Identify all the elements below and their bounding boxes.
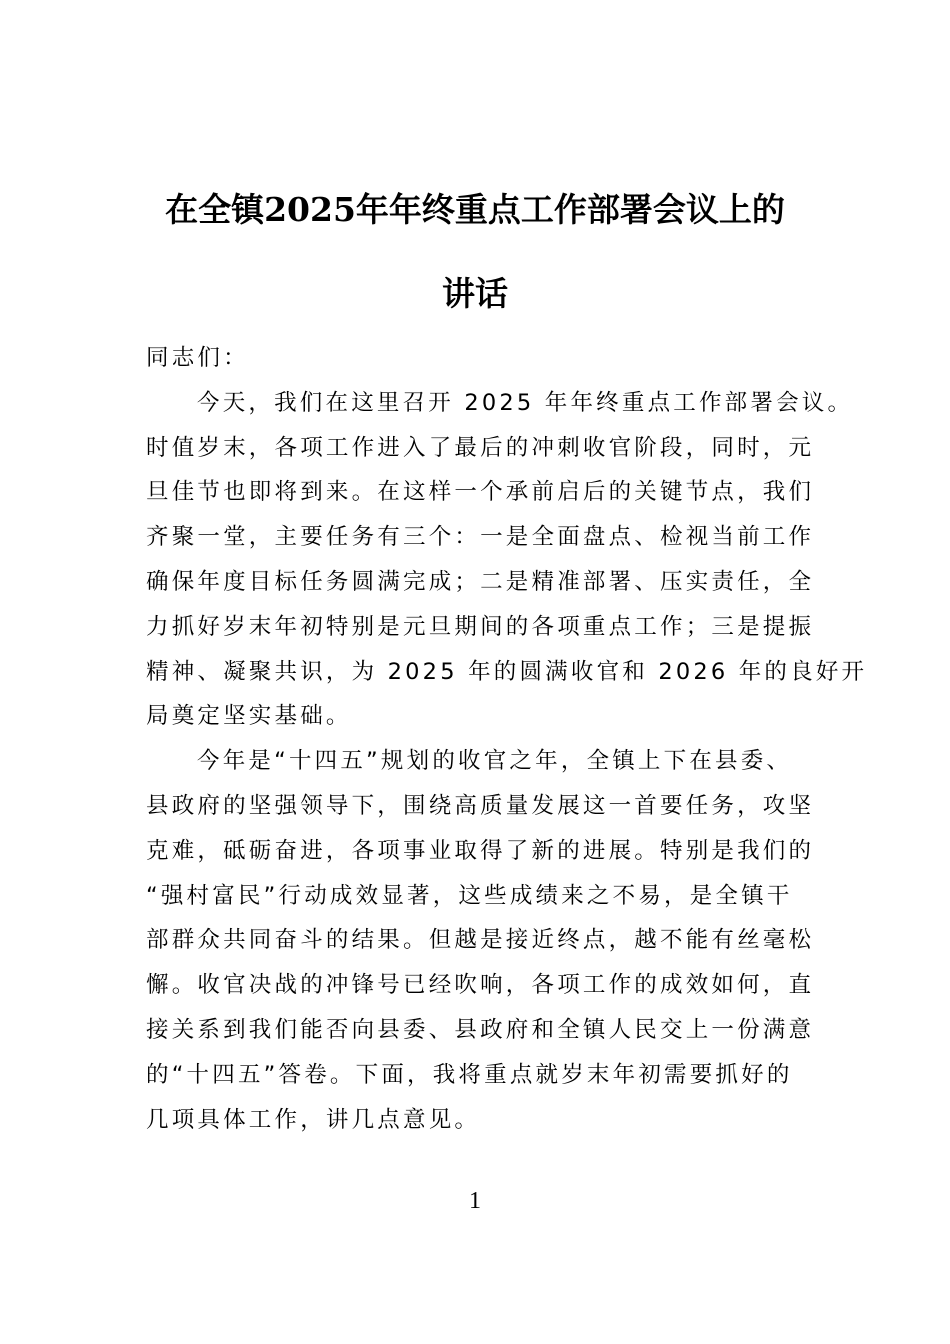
paragraph-line: 齐聚一堂，主要任务有三个：一是全面盘点、检视当前工作	[146, 524, 815, 551]
salutation: 同志们：	[146, 345, 249, 371]
paragraph-1	[146, 381, 868, 739]
paragraph-line: 懈。收官决战的冲锋号已经吹响，各项工作的成效如何，直	[146, 972, 815, 999]
paragraph-line: 的“十四五”答卷。下面，我将重点就岁末年初需要抓好的	[146, 1061, 793, 1088]
paragraph-line: 接关系到我们能否向县委、县政府和全镇人民交上一份满意	[146, 1016, 815, 1043]
paragraph-line: 局奠定坚实基础。	[146, 703, 352, 730]
paragraph-line: 力抓好岁末年初特别是元旦期间的各项重点工作；三是提振	[146, 613, 815, 640]
paragraph-line: 部群众共同奋斗的结果。但越是接近终点，越不能有丝毫松	[146, 927, 815, 954]
document-title	[120, 168, 830, 336]
paragraph-2	[146, 739, 836, 1142]
paragraph-line: 旦佳节也即将到来。在这样一个承前启后的关键节点，我们	[146, 479, 815, 506]
paragraph-line: 县政府的坚强领导下，围绕高质量发展这一首要任务，攻坚	[146, 792, 815, 819]
paragraph-line: 确保年度目标任务圆满完成；二是精准部署、压实责任，全	[146, 568, 815, 595]
paragraph-line: 今年是“十四五”规划的收官之年，全镇上下在县委、	[197, 748, 793, 775]
title-line-2: 讲话	[442, 274, 508, 313]
paragraph-line: 精神、凝聚共识，为 2025 年的圆满收官和 2026 年的良好开	[146, 658, 868, 685]
title-line-1: 在全镇2025年年终重点工作部署会议上的	[165, 190, 785, 229]
paragraph-line: “强村富民”行动成效显著，这些成绩来之不易，是全镇干	[146, 882, 793, 909]
paragraph-line: 几项具体工作，讲几点意见。	[146, 1106, 481, 1133]
paragraph-line: 时值岁末，各项工作进入了最后的冲刺收官阶段，同时，元	[146, 434, 815, 461]
paragraph-line: 克难，砥砺奋进，各项事业取得了新的进展。特别是我们的	[146, 837, 815, 864]
document-body	[146, 336, 868, 1142]
paragraph-line: 今天，我们在这里召开 2025 年年终重点工作部署会议。	[197, 389, 854, 416]
page-number: 1	[469, 1188, 481, 1214]
